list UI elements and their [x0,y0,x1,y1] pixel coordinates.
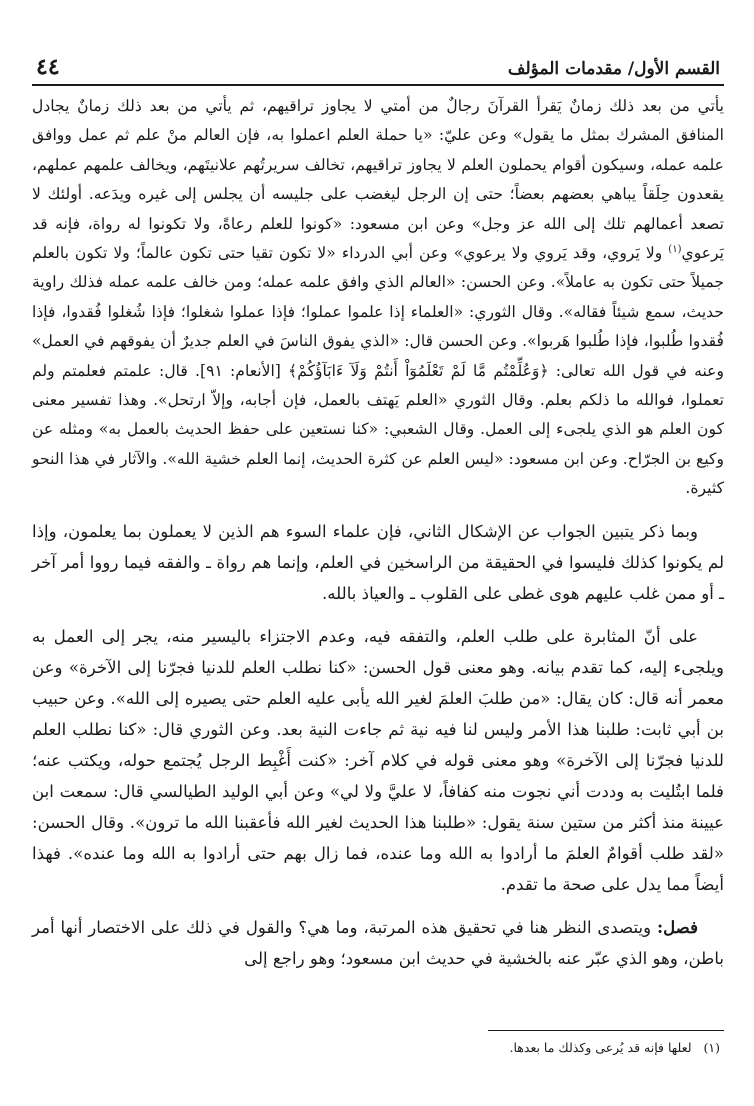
paragraph-1 [32,92,724,504]
book-page [32,52,724,1092]
running-head: القسم الأول/ مقدمات المؤلف [507,59,720,79]
footnote [510,1038,720,1058]
footnote-text: لعلها فإنه قد يُرعى وكذلك ما بعدها. [509,1040,692,1055]
paragraph-2 [32,516,724,609]
page-header [32,52,724,86]
body-text [32,92,724,974]
footnote-number: (١) [703,1040,720,1055]
footnote-marker[interactable]: (١) [668,243,682,255]
paragraph-2-text: وبما ذكر يتبين الجواب عن الإشكال الثاني، فإن علماء السوء هم الذين لا يعملون بما يعلمون، وإذا لم يكونوا كذلك فليسوا في الحقيقة من الراسخين في العلم، وإنما هم رواة ـ والفقه فيما رووا أمر آخر ـ أو ممن غلب عليهم هوى غطى على القلوب ـ والعياذ بالله. [32,521,724,603]
fasl-label: فصل: [656,916,698,937]
fasl-text: ويتصدى النظر هنا في تحقيق هذه المرتبة، وما هي؟ والقول في ذلك على الاختصار أنها أمر باطن، وهو الذي عبّر عنه بالخشية في حديث ابن مسعود؛ وهو راجع إلى [32,917,724,968]
paragraph-1-text-continued: ولا يَروي، وقد يَروي ولا يرعوي» وعن أبي الدرداء «لا تكون تقيا حتى تكون عالماً؛ ولا تكون بالعلم جميلاً حتى تكون به عاملاً». وعن الحسن: «العالم الذي وافق علمه عمله؛ ومن خالف علمه عمله فذلك راوية حديث، سمع شيئاً فقاله». وقال الثوري: «العلماء إذا علموا عملوا؛ فإذا عملوا شغلوا؛ فإذا شُغلوا فُقدوا، فإذا فُقدوا طُلبوا، فإذا طُلبوا هَربوا». وعن الحسن قال: «الذي يفوق الناسَ في العلم جديرٌ أن يفوقهم في العمل» وعنه في قول الله تعالى: ﴿وَعُلِّمْتُم مَّا لَمْ تَعْلَمُوٓاْ أَنتُمْ وَلَآ ءَابَآؤُكُمْ﴾ [الأنعام: ٩١]. قال: علمتم فعلمتم ولم تعملوا، فوالله ما ذلكم بعلم. وقال الثوري «العلم يَهتف بالعمل، فإن أجابه، وإلاّ ارتحل». وهذا تفسير معنى كون العلم هو الذي يلجىء إلى العمل. وقال الشعبي: «كنا نستعين على حفظ الحديث بالعمل به» ومثله عن وكيع بن الجرّاح. وعن ابن مسعود: «ليس العلم عن كثرة الحديث، إنما العلم خشية الله». والآثار في هذا النحو كثيرة. [32,244,724,498]
paragraph-1-text: يأتي من بعد ذلك زمانٌ يَقرأ القرآنَ رجالٌ من أمتي لا يجاوز تراقيهم، ثم يأتي من بعد ذلك زمانٌ يجادل المنافق المشرك بمثل ما يقول» وعن عليّ: «يا حملة العلم اعملوا به، فإن العالم منْ علم ثم عمل ووافق علمه عمله، وسيكون أقوام يحملون العلم لا يجاوز تراقيهم، تخالف سريرتُهم علانيتَهم، ويخالف علمهم عملهم، يقعدون حِلَقاً يباهي بعضهم بعضاً؛ حتى إن الرجل ليغضب على جليسه أن يجلس إلى غيره ويدَعه. أولئك لا تصعد أعمالهم تلك إلى الله عز وجل» وعن ابن مسعود: «كونوا للعلم رعاةً، ولا تكونوا له رواة، فإنه قد يَرعوي [32,97,724,263]
page-number: ٤٤ [36,54,60,80]
fasl-paragraph [32,912,724,974]
footnote-divider [488,1030,724,1031]
paragraph-3 [32,621,724,900]
paragraph-3-text: على أنّ المثابرة على طلب العلم، والتفقه فيه، وعدم الاجتزاء باليسير منه، يجر إلى العمل به ويلجىء إليه، كما تقدم بيانه. وهو معنى قول الحسن: «كنا نطلب العلم للدنيا فجرّنا إلى الآخرة» وعن معمر أنه قال: كان يقال: «من طلبَ العلمَ لغير الله يأبى عليه العلم حتى يصيره إلى الله». وعن حبيب بن أبي ثابت: طلبنا هذا الأمر وليس لنا فيه نية ثم جاءت النية بعد. وعن الثوري قال: «كنا نطلب العلم للدنيا فجرّنا إلى الآخرة» وهو معنى قوله في كلام آخر: «كنت أَغْبِط الرجل يُجتمع حوله، ويكتب عنه؛ فلما ابتُليت به وددت أني نجوت منه كفافاً، لا عليَّ ولا لي» وعن أبي الوليد الطيالسي قال: سمعت ابن عيينة منذ أكثر من ستين سنة يقول: «طلبنا هذا الحديث لغير الله فأعقبنا الله ما ترون». وقال الحسن: «لقد طلب أقوامٌ العلمَ ما أرادوا به الله وما عنده، فما زال بهم حتى أرادوا به الله وما عنده». فهذا أيضاً مما يدل على صحة ما تقدم. [32,626,724,894]
